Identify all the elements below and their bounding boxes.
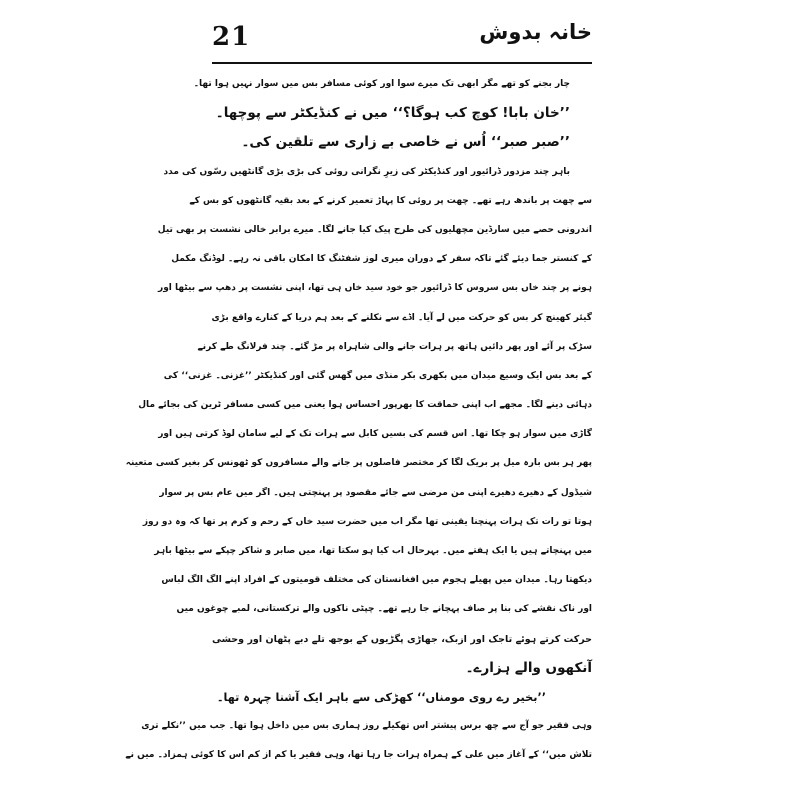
- page-number: 21: [212, 22, 251, 52]
- text-line: آنکھوں والے ہزارے۔: [465, 659, 592, 676]
- text-line: حرکت کرتے ہوئے تاجک اور ازبک، جھاڑی پگڑیوں کے بوجھ تلے دبے پٹھان اور وحشی: [212, 633, 592, 645]
- text-line: سے چھت پر باندھ رہے تھے۔ چھت پر روئی کا پہاڑ تعمیر کرنے کے بعد بقیہ گانٹھوں کو بس کے: [189, 195, 592, 206]
- text-line: چار بجنے کو تھے مگر ابھی تک میرے سوا اور کوئی مسافر بس میں سوار نہیں ہوا تھا۔: [193, 79, 570, 89]
- text-line: میں پہنچاتے ہیں یا ایک ہفتے میں۔ بہرحال اب کیا ہو سکتا تھا، میں صابر و شاکر چپکے سے بیٹھا باہر: [154, 546, 592, 556]
- text-line: کے بعد بس ایک وسیع میدان میں بکھری بکر منڈی میں گھس گئی اور کنڈیکٹر ’’غزنی۔ غزنی‘‘ کی: [163, 370, 592, 381]
- text-line: پھر ہر بس بارہ میل پر بریک لگا کر مختصر فاصلوں پر جانے والے مسافروں کو ٹھونس کر بغیر کسی متعینہ: [125, 458, 592, 469]
- text-line: اور ناک نقشے کی بنا پر صاف پہچانے جا رہے تھے۔ چپٹی ناکوں والے ترکستانی، لمبے چوغوں میں: [176, 604, 592, 615]
- text-line: سڑک پر آئے اور پھر دائیں ہاتھ پر ہرات جانے والی شاہراہ پر مڑ گئے۔ چند فرلانگ طے کرنے: [197, 341, 592, 352]
- book-title: خانہ بدوش: [479, 20, 592, 44]
- text-line: کے کنستر جما دیئے گئے تاکہ سفر کے دوران میری لوز شفٹنگ کا امکان باقی نہ رہے۔ لوڈنگ مکمل: [171, 254, 592, 265]
- text-line: ہوتا تو رات تک ہرات پہنچنا یقینی تھا مگر اب میں حضرت سید خاں کے رحم و کرم پر تھا کہ وہ دو روز: [142, 516, 592, 527]
- page-header: [212, 20, 592, 64]
- text-line: گاڑی میں سوار ہو چکا تھا۔ اس قسم کی بسیں کابل سے ہرات تک کے لیے سامان لوڈ کرتی ہیں اور: [158, 429, 592, 440]
- text-line: گیئر کھینچ کر بس کو حرکت میں لے آیا۔ اڈے سے نکلنے کے بعد ہم دریا کے کنارے واقع بڑی: [211, 312, 592, 323]
- text-line: تلاش میں‘‘ کے آغاز میں علی کے ہمراہ ہرات جا رہا تھا، وہی فقیر یا کم از کم اس کا کوئی ہمزاد۔ میں نے: [125, 750, 592, 761]
- text-line: دہائی دینے لگا۔ مجھے اب اپنی حماقت کا بھرپور احساس ہوا یعنی میں کسی مسافر ٹرین کی بجائے مال: [138, 400, 592, 411]
- text-line: ہونے پر چند خاں بس سروس کا ڈرائیور جو خود سید خاں ہی تھا، اپنی نشست پر دھپ سے بیٹھا اور: [158, 283, 592, 294]
- text-line: ’’خان بابا! کوچ کب ہوگا؟‘‘ میں نے کنڈیکٹر سے پوچھا۔: [215, 105, 570, 122]
- text-line: شیڈول کے دھیرے دھیرے اپنی من مرضی سے جائے مقصود پر پہنچتی ہیں۔ اگر میں عام بس پر سوار: [159, 487, 592, 498]
- text-line: دیکھتا رہا۔ میدان میں پھیلے ہجوم میں افغانستان کی مختلف قومیتوں کے افراد اپنے الگ الگ لباس: [161, 575, 592, 586]
- text-line: ’’بخیر رے روی مومناں‘‘ کھڑکی سے باہر ایک آشنا چہرہ تھا۔: [216, 690, 546, 704]
- text-line: وہی فقیر جو آج سے چھ برس پیشتر اس تھکیلے روز ہماری بس میں داخل ہوا تھا۔ جب میں ’’نکلے تری: [141, 721, 592, 732]
- text-line: باہر چند مزدور ڈرائیور اور کنڈیکٹر کی زیرِ نگرانی روئی کی بڑی بڑی گانٹھیں رسّوں کی مدد: [163, 166, 570, 177]
- body-text: [125, 70, 592, 771]
- text-line: اندرونی حصے میں سارڈین مچھلیوں کی طرح پیک کیا جانے لگا۔ میرے برابر خالی نشست پر بھی تیل: [157, 224, 592, 235]
- header-divider: [212, 62, 592, 64]
- text-line: ’’صبر صبر‘‘ اُس نے خاصی بے زاری سے تلقین کی۔: [241, 134, 570, 151]
